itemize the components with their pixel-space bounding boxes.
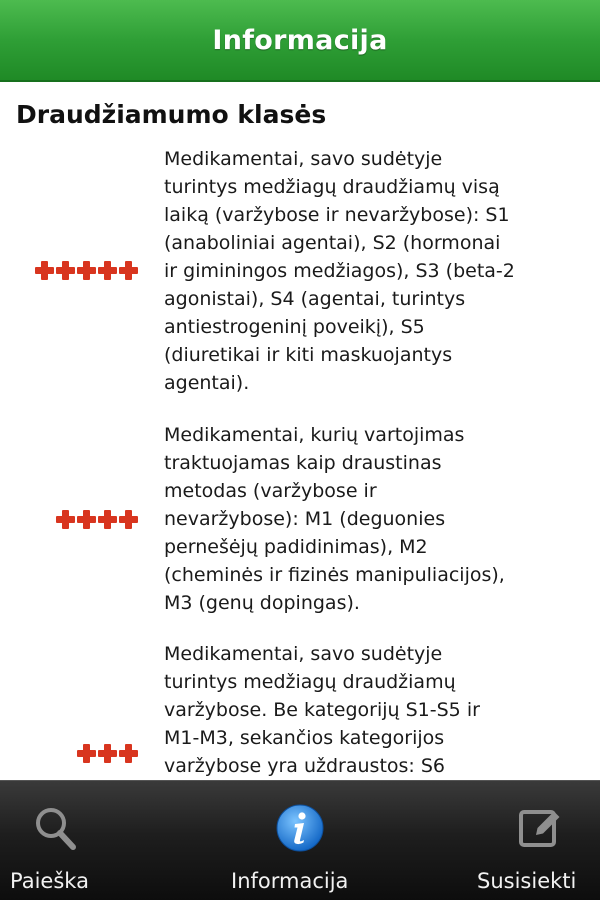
red-cross-icon [77,744,96,763]
red-cross-icon [98,744,117,763]
item-description: Medikamentai, savo sudėtyje turintys medžiagų draudžiamų visą laiką (varžybose ir nevaržybose): S1 (anaboliniai agentai), S2 (hormonai ir giminingos medžiagos), S3 (beta-2 agonistai), S4 (agentai, turintys antiestrogeninį poveikį), S5 (diuretikai ir kiti maskuojantys agentai). [164,148,515,394]
tab-search[interactable] [0,781,120,901]
tab-information[interactable] [120,781,480,901]
red-cross-icon [98,261,117,280]
tab-label: Susisiekti [477,869,577,893]
item-description: Medikamentai, kurių vartojimas traktuojamas kaip draustinas metodas (varžybose ir nevaržybose): M1 (deguonies pernešėjų padidinimas), M2 (cheminės ir fizinės manipuliacijos), M3 (genų dopingas). [164,424,505,614]
red-cross-icon [119,261,138,280]
item-description: Medikamentai, savo sudėtyje turintys medžiagų draudžiamų varžybose. Be kategorijų S1-S5 ir M1-M3, sekančios kategorijos varžybose yra uždraustos: S6 [164,643,480,777]
content-area[interactable] [0,84,600,780]
tab-label: Paieška [10,869,89,893]
section-title: Draudžiamumo klasės [16,100,327,129]
bottom-tab-bar [0,780,600,900]
red-cross-icon [56,261,75,280]
red-cross-icon [98,510,117,529]
red-cross-icon [35,261,54,280]
compose-icon [516,803,566,853]
red-cross-icon [77,261,96,280]
red-cross-icon [56,510,75,529]
tab-contact[interactable] [477,781,600,901]
restriction-level-indicator [77,744,138,763]
tab-label: Informacija [231,869,349,893]
title-bar [0,0,600,82]
search-icon [30,803,80,853]
page-title: Informacija [212,24,388,56]
red-cross-icon [77,510,96,529]
red-cross-icon [119,744,138,763]
info-icon [275,803,325,853]
restriction-level-indicator [56,510,138,529]
red-cross-icon [119,510,138,529]
restriction-level-indicator [35,261,138,280]
